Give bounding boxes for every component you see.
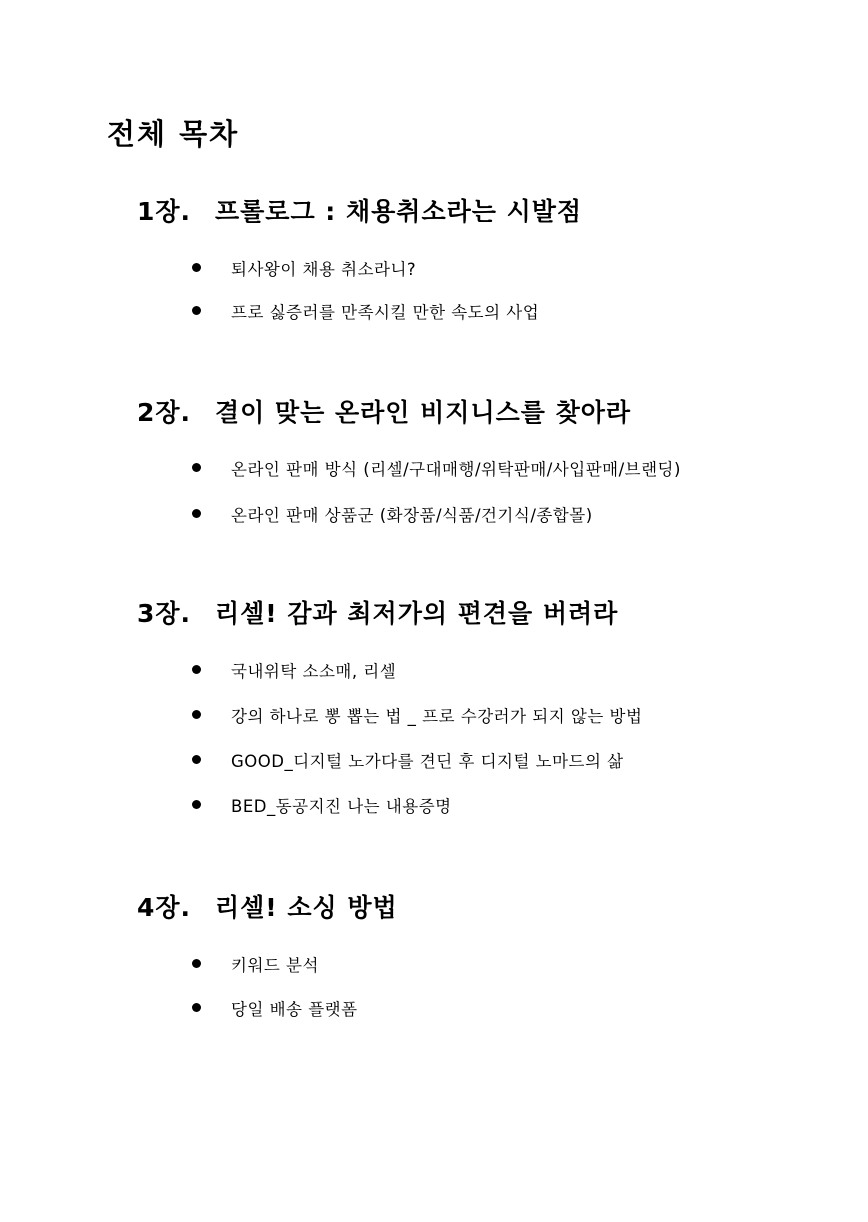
list-item-text: 강의 하나로 뽕 뽑는 법 _ 프로 수강러가 되지 않는 방법 (231, 707, 643, 726)
chapter-title: 프롤로그 : 채용취소라는 시발점 (215, 197, 583, 226)
list-item-text: 온라인 판매 방식 (리셀/구대매행/위탁판매/사입판매/브랜딩) (231, 460, 681, 479)
list-item (0, 996, 868, 1020)
chapter-title: 리셀! 감과 최저가의 편견을 버려라 (215, 599, 619, 628)
bullet-icon (192, 509, 201, 518)
list-item (0, 456, 868, 480)
list-item (0, 793, 868, 817)
chapter-number: 2장. (137, 398, 192, 427)
bullet-icon (192, 1003, 201, 1012)
list-item-text: 국내위탁 소소매, 리셀 (231, 662, 397, 681)
chapter-number: 1장. (137, 197, 192, 226)
bullet-icon (192, 959, 201, 968)
list-item-text: 온라인 판매 상품군 (화장품/식품/건기식/종합몰) (231, 506, 593, 525)
bullet-icon (192, 463, 201, 472)
list-item (0, 658, 868, 682)
list-item (0, 952, 868, 976)
chapter-title: 결이 맞는 온라인 비지니스를 찾아라 (215, 398, 632, 427)
bullet-icon (192, 665, 201, 674)
chapter-heading (137, 192, 582, 228)
chapter-number: 4장. (137, 893, 192, 922)
page-title: 전체 목차 (107, 117, 240, 151)
chapter-title: 리셀! 소싱 방법 (215, 893, 398, 922)
chapter-heading (137, 393, 631, 429)
chapter-heading (137, 888, 398, 924)
list-item (0, 299, 868, 323)
bullet-icon (192, 755, 201, 764)
bullet-icon (192, 800, 201, 809)
list-item (0, 703, 868, 727)
bullet-icon (192, 306, 201, 315)
list-item (0, 748, 868, 772)
chapter-heading (137, 594, 618, 630)
bullet-icon (192, 263, 201, 272)
list-item-text: BED_동공지진 나는 내용증명 (231, 797, 452, 816)
list-item (0, 502, 868, 526)
list-item-text: 키워드 분석 (231, 956, 319, 975)
list-item-text: 퇴사왕이 채용 취소라니? (231, 260, 417, 279)
list-item (0, 256, 868, 280)
chapter-number: 3장. (137, 599, 192, 628)
list-item-text: GOOD_디지털 노가다를 견딘 후 디지털 노마드의 삶 (231, 752, 624, 771)
list-item-text: 당일 배송 플랫폼 (231, 1000, 358, 1019)
bullet-icon (192, 710, 201, 719)
list-item-text: 프로 싫증러를 만족시킬 만한 속도의 사업 (231, 303, 540, 322)
